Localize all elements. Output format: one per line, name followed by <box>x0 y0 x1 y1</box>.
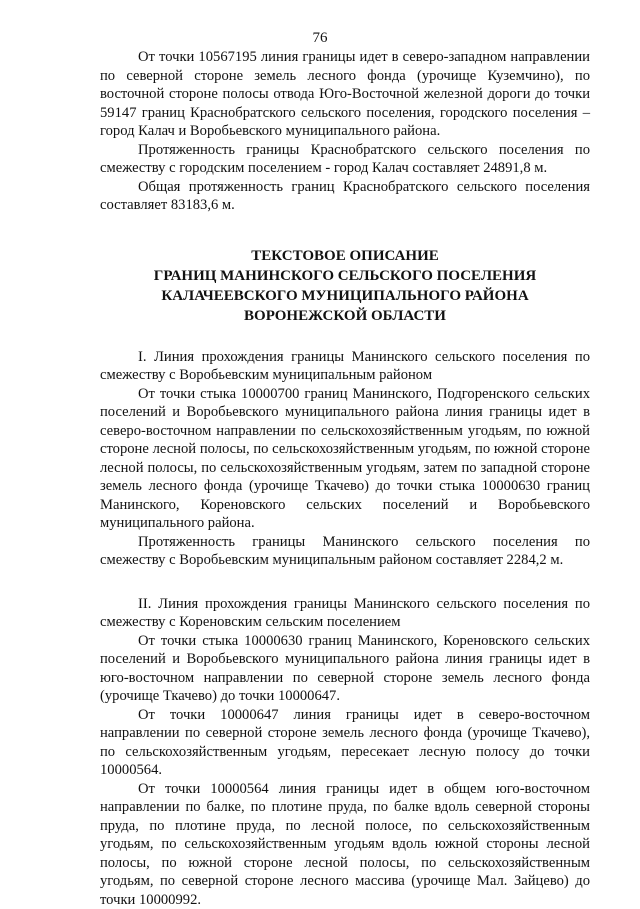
paragraph: Протяженность границы Манинского сельского поселения по смежеству с Воробьевским муниципальным районом составляет 2284,2 м. <box>100 533 590 570</box>
section-heading <box>100 246 590 326</box>
section-title: II. Линия прохождения границы Манинского сельского поселения по смежеству с Кореновским сельским поселением <box>100 595 590 632</box>
paragraph: От точки стыка 10000630 границ Манинского, Кореновского сельских поселений и Воробьевского муниципального района линия границы идет в юго-восточном направлении по северной стороне земель лесного фонда (урочище Ткачево) до точки 10000647. <box>100 632 590 706</box>
paragraph: От точки стыка 10000700 границ Манинского, Подгоренского сельских поселений и Воробьевского муниципального района линия границы идет в северо-восточном направлении по сельскохозяйственным угодьям, по южной стороне лесной полосы, по сельскохозяйственным угодьям, по южной стороне лесной полосы, по сельскохозяйственным угодьям, затем по западной стороне земель лесного фонда (урочище Ткачево) до точки стыка 10000630 границ Манинского, Кореновского сельских поселений и Воробьевского муниципального района. <box>100 385 590 533</box>
section-title: I. Линия прохождения границы Манинского сельского поселения по смежеству с Воробьевским муниципальным районом <box>100 348 590 385</box>
heading-line: ГРАНИЦ МАНИНСКОГО СЕЛЬСКОГО ПОСЕЛЕНИЯ <box>100 266 590 286</box>
heading-line: ВОРОНЕЖСКОЙ ОБЛАСТИ <box>100 306 590 326</box>
heading-line: ТЕКСТОВОЕ ОПИСАНИЕ <box>100 246 590 266</box>
spacer <box>100 570 590 595</box>
paragraph: Протяженность границы Краснобратского сельского поселения по смежеству с городским поселением - город Калач составляет 24891,8 м. <box>100 141 590 178</box>
document-body <box>100 48 590 909</box>
paragraph: От точки 10567195 линия границы идет в северо-западном направлении по северной стороне земель лесного фонда (урочище Куземчино), по восточной стороне полосы отвода Юго-Восточной железной дороги до точки 59147 границ Краснобратского сельского поселения, городского поселения – город Калач и Воробьевского муниципального района. <box>100 48 590 141</box>
paragraph: Общая протяженность границ Краснобратского сельского поселения составляет 83183,6 м. <box>100 178 590 215</box>
heading-line: КАЛАЧЕЕВСКОГО МУНИЦИПАЛЬНОГО РАЙОНА <box>100 286 590 306</box>
paragraph: От точки 10000564 линия границы идет в общем юго-восточном направлении по балке, по плотине пруда, по балке вдоль северной стороны пруда, по плотине пруда, по лесной полосе, по сельскохозяйственным угодьям, по сельскохозяйственным угодьям вдоль южной стороны лесной полосы, по южной стороне лесной полосы, по сельскохозяйственным угодьям, по северной стороне лесного массива (урочище Мал. Зайцево) до точки 10000992. <box>100 780 590 909</box>
paragraph: От точки 10000647 линия границы идет в северо-восточном направлении по северной стороне земель лесного фонда (урочище Ткачево), по сельскохозяйственным угодьям, пересекает лесную полосу до точки 10000564. <box>100 706 590 780</box>
page-number: 76 <box>0 30 640 47</box>
